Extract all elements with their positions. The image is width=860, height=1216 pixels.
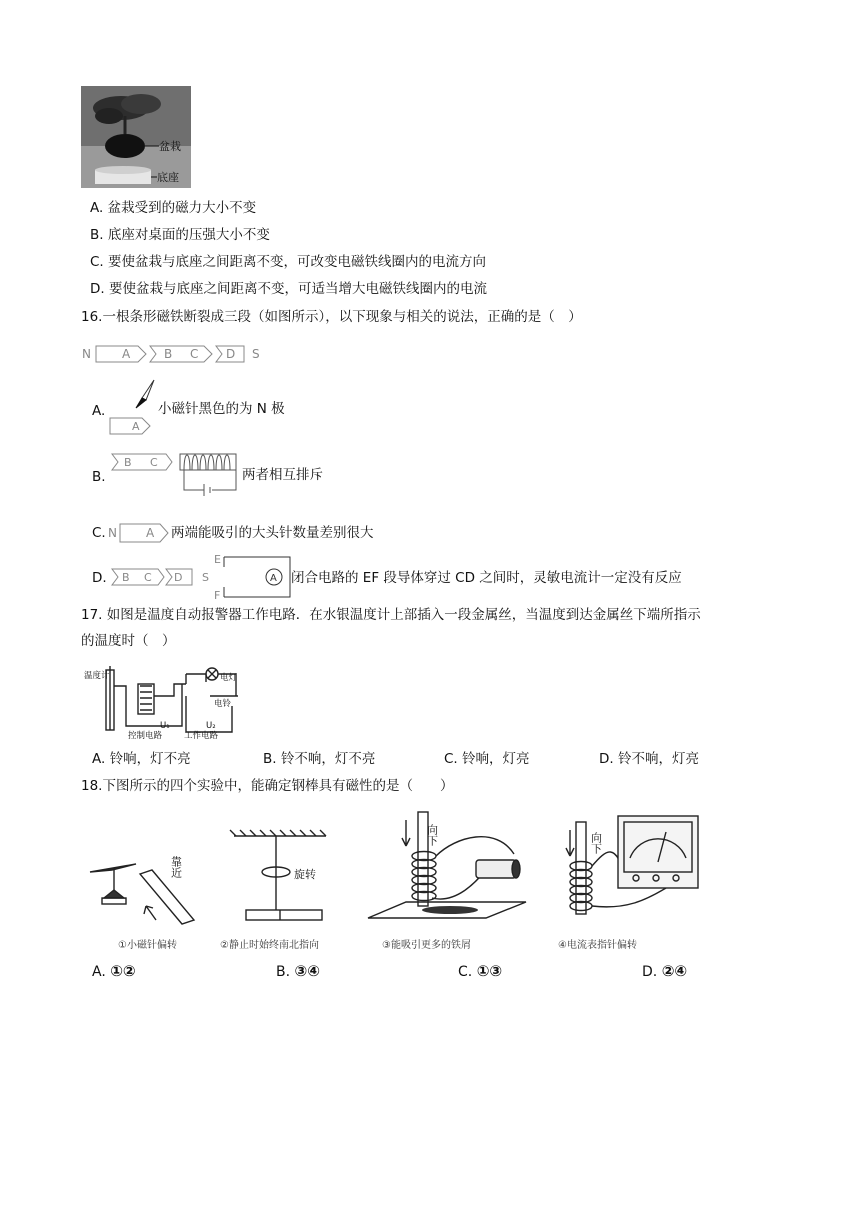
q17-option-c: C. 铃响，灯亮 [444,751,530,767]
q15-option-d: D. 要使盆栽与底座之间距离不变，可适当增大电磁铁线圈内的电流 [90,281,487,297]
thermo-label: 温度计 [84,671,110,681]
q16-option-b-figure [108,448,244,498]
q18-option-c-label: C. [458,964,477,980]
q18-option-d-label: D. [642,964,662,980]
d-b-label: B [122,571,130,584]
d-c-label: C [144,571,152,584]
f3-caption: ③能吸引更多的铁屑 [382,940,471,951]
q16-stem: 16.一根条形磁铁断裂成三段（如图所示），以下现象与相关的说法，正确的是（ ） [81,309,582,325]
q16-option-a-text: 小磁针黑色的为 N 极 [158,401,285,417]
q16-option-a-label: A. [92,403,106,419]
q17-stem-line2: 的温度时（ ） [81,633,176,649]
q16-option-d-label: D. [92,570,107,586]
q18-option-b-label: B. [276,964,295,980]
q18-option-b-value: ③④ [294,962,320,980]
q16-option-c-figure [106,520,172,546]
c-piece-label: C [150,456,158,469]
f-label: F [214,589,221,601]
a-label: A [122,347,131,361]
q18-option-d [642,962,687,981]
d-d-label: D [174,571,183,584]
q18-stem: 18.下图所示的四个实验中，能确定钢棒具有磁性的是（ ） [81,778,454,794]
u1-label: U₁ [160,721,170,731]
q18-option-a-value: ①② [110,962,136,980]
meter-label: A [270,573,277,584]
q17-option-a: A. 铃响，灯不亮 [92,751,191,767]
q18-option-b [276,962,320,981]
f4-side: 向下 [589,832,603,854]
q16-magnet-figure [80,340,280,368]
q18-fig2 [216,826,340,954]
base-label: 底座 [157,171,179,184]
c-n-label: N [108,526,117,540]
b-label: B [164,347,173,361]
q17-stem-line1: 17. 如图是温度自动报警器工作电路．在水银温度计上部插入一段金属丝，当温度到达金属丝下端所指示 [81,607,701,623]
q15-option-a: A. 盆栽受到的磁力大小不变 [90,200,257,216]
q18-option-a [92,962,136,981]
b-piece-label: B [124,456,132,469]
d-label: D [226,347,236,361]
d-s-label: S [202,571,209,584]
q18-option-d-value: ②④ [661,962,688,980]
q18-fig3 [366,806,536,954]
f3-side: 向下 [425,824,439,846]
q17-option-d: D. 铃不响，灯亮 [599,751,699,767]
pot-label: 盆栽 [159,140,181,153]
q18-option-c [458,962,502,981]
bell-label: 电铃 [214,699,232,709]
q17-circuit-figure [82,656,246,740]
q15-option-c: C. 要使盆栽与底座之间距离不变，可改变电磁铁线圈内的电流方向 [90,254,487,270]
f2-side: 旋转 [294,868,316,881]
f4-caption: ④电流表指针偏转 [558,940,637,951]
f1-caption: ①小磁针偏转 [118,940,177,951]
c-a-label: A [146,526,155,540]
q17-option-b: B. 铃不响，灯不亮 [263,751,376,767]
q16-option-c-label: C. [92,525,106,541]
work-label: 工作电路 [184,731,219,740]
q15-option-b: B. 底座对桌面的压强大小不变 [90,227,270,243]
q18-option-a-label: A. [92,964,111,980]
q16-option-d-figure [108,553,292,601]
q16-option-b-label: B. [92,469,106,485]
f1-side: 靠近 [169,856,183,878]
a-piece-label: A [132,420,140,433]
q18-fig1 [84,828,204,954]
q18-option-c-value: ①③ [476,962,503,980]
u2-label: U₂ [206,721,216,731]
q16-option-c-text: 两端能吸引的大头针数量差别很大 [171,525,374,541]
q18-fig4 [556,810,706,954]
f2-caption: ②静止时始终南北指向 [220,940,319,951]
c-label: C [190,347,199,361]
q15-photo [81,86,191,188]
q16-option-a-figure [106,378,162,438]
control-label: 控制电路 [128,731,163,740]
lamp-label: 电灯 [220,673,238,683]
s-label: S [252,347,260,361]
q16-option-d-text: 闭合电路的 EF 段导体穿过 CD 之间时，灵敏电流计一定没有反应 [291,570,682,586]
n-label: N [82,347,91,361]
e-label: E [214,553,221,566]
q16-option-b-text: 两者相互排斥 [242,467,323,483]
